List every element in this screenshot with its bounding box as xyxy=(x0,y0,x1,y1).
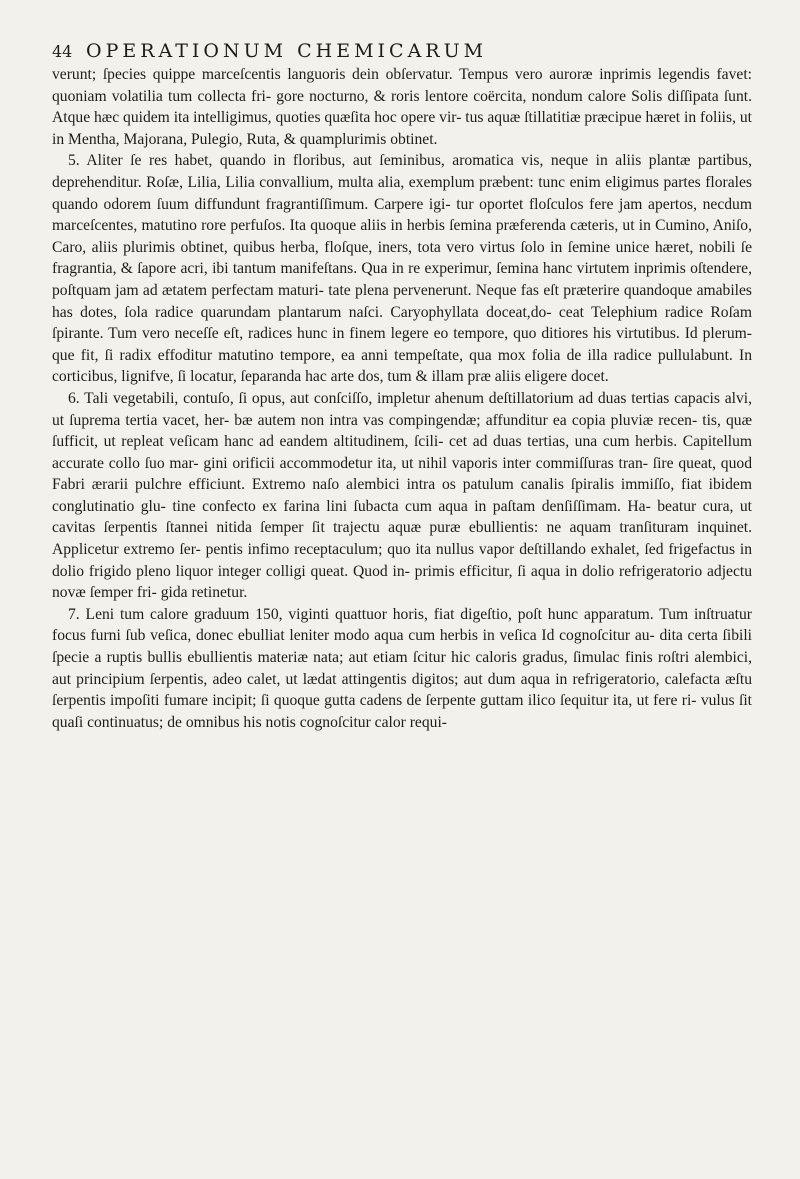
paragraph-7: 7. Leni tum calore graduum 150, viginti quattuor horis, fiat digeſtio, poſt hunc apparatum. Tum inſtruatur focus furni ſub veſica, donec ebulliat leniter modo aqua cum herbis in veſica Id cognoſcitur au- dita certa ſibili ſpecie a ruptis bullis ebullientis materiæ nata; aut etiam ſcitur hic caloris gradus, ſimulac finis roſtri alembici, aut principium ſerpentis, adeo calet, ut lædat attingentis digitos; aut dum aqua in refrigeratorio, calefacta æſtu ſerpentis impoſiti fumare incipit; ſi quoque gutta cadens de ſerpente guttam ilico ſequitur ita, ut fere ri- vulus ſit quaſi continuatus; de omnibus his notis cognoſcitur calor requi- xyxy=(52,605,752,731)
running-title: OPERATIONUM CHEMICARUM xyxy=(86,40,488,62)
paragraph-5: 5. Aliter ſe res habet, quando in floribus, aut ſeminibus, aromatica vis, neque in aliis plantæ partibus, deprehenditur. Roſæ, Lilia, Lilia convallium, multa alia, exemplum præbent: tunc enim eligimus partes florales quando odorem ſuum diffundunt fragrantiſſimum. Carpere igi- tur oportet floſculos fere jam apertos, necdum marceſcentes, matutino rore perfuſos. Ita quoque aliis in herbis ſemina præferenda cæteris, ut in Cumino, Aniſo, Caro, aliis plurimis obtinet, quibus herba, floſque, iners, tota vero virtus ſolo in ſemine unice hæret, nobili ſe fragrantia, & ſapore acri, ibi tantum manifeſtans. Qua in re experimur, ſemina hanc virtutem inprimis oſtendere, poſtquam jam ad ætatem perfectam maturi- tate plena pervenerunt. Neque fas eſt præterire quandoque amabiles has dotes, ſola radice quarundam plantarum naſci. Caryophyllata doceat,do- ceat Telephium radice Roſam ſpirante. Tum vero neceſſe eſt, radices hunc in finem legere eo tempore, quo ditiores his virtutibus. Id plerum- que fit, ſi radix effoditur matutino tempore, ea anni tempeſtate, qua mox folia de illa radice pullulabunt. In corticibus, lignifve, ſi locatur, ſeparanda hac arte dos, tum & illam præ aliis eligere docet. xyxy=(52,152,752,386)
paragraph-continuation: verunt; ſpecies quippe marceſcentis languoris dein obſervatur. Tempus vero auroræ inprimis legendis favet: quoniam volatilia tum collecta fri- gore nocturno, & roris lentore coërcita, nondum calore Solis diſſipata ſunt. Atque hæc quidem ita intelligimus, quoties quæſita hoc opere vir- tus aquæ ſtillatitiæ præcipue hæret in foliis, ut in Mentha, Majorana, Pulegio, Ruta, & quamplurimis obtinet. xyxy=(52,66,753,148)
body-text xyxy=(52,64,752,733)
running-head xyxy=(52,40,752,62)
paragraph-6: 6. Tali vegetabili, contuſo, ſi opus, aut conſciſſo, impletur ahenum deſtillatorium ad duas tertias capacis alvi, ut ſuprema tertia vacet, her- bæ autem non intra vas compingendæ; affunditur ea copia pluviæ recen- tis, quæ ſufficit, ut repleat veſicam hanc ad eandem altitudinem, ſcili- cet ad duas tertias, una cum herbis. Capitellum accurate collo ſuo mar- gini orificii accommodetur ita, ut nihil vaporis inter commiſſuras tran- ſire queat, quod Fabri ærarii pulchre efficiunt. Extremo naſo alembici intra os patulum canalis ſpiralis immiſſo, fiat ibidem conglutinatio glu- tine confecto ex farina lini ſubacta cum aqua in paſtam denſiſſimam. Ha- beatur cura, ut cavitas ſerpentis ſtannei nitida ſemper ſit trajectu aquæ puræ ebullientis: ne aquam tranſituram inquinet. Applicetur extremo ſer- pentis infimo receptaculum; quo ita nullus vapor deſtillando exhalet, ſed frigefactus in dolio frigido pleno liquor integer colligi queat. Quod in- primis efficitur, ſi aqua in dolio refrigeratorio adjectu novæ ſemper fri- gida retinetur. xyxy=(52,389,752,602)
page-number: 44 xyxy=(52,42,73,61)
